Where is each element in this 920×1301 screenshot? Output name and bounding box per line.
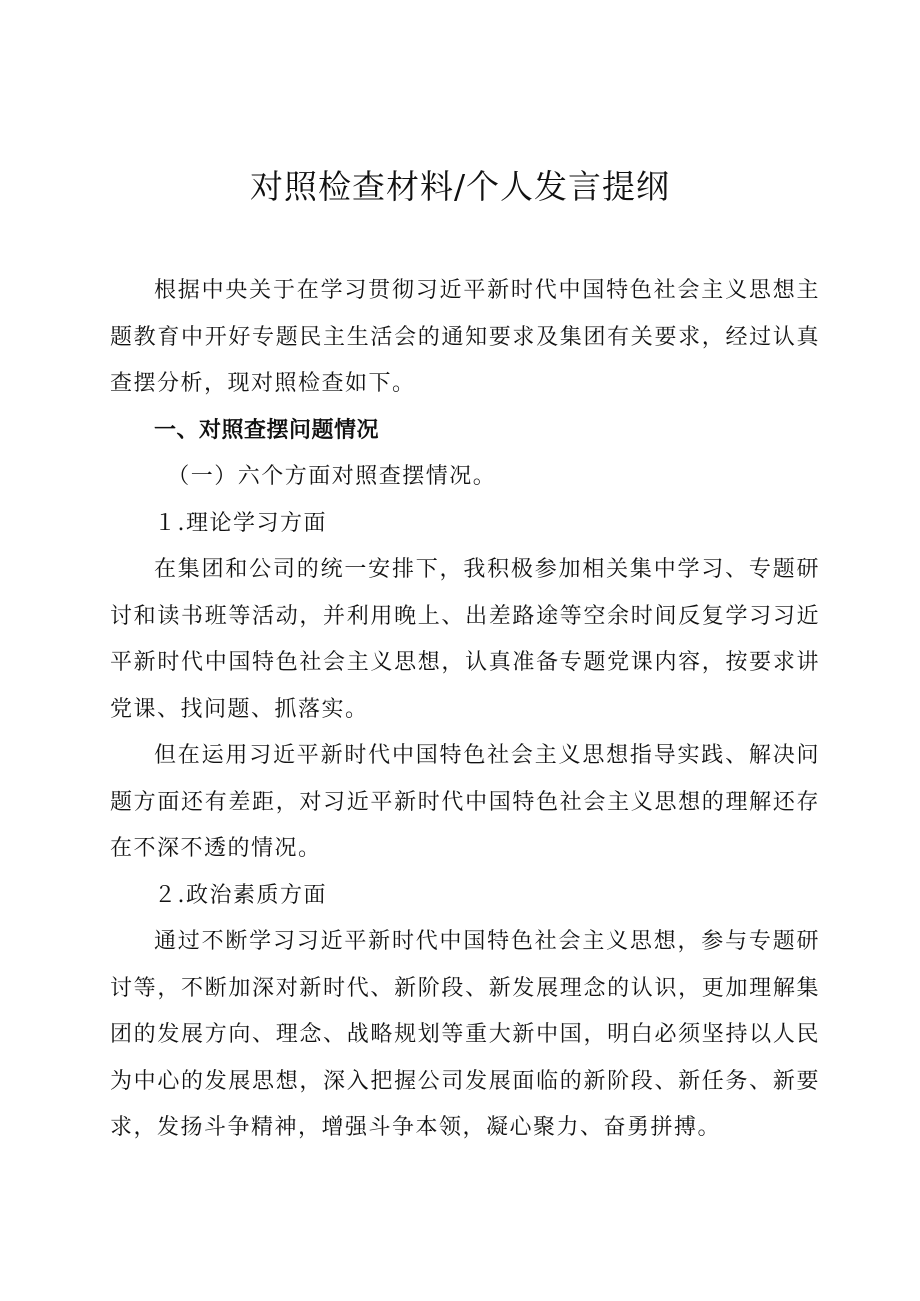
item1-paragraph-1: 在集团和公司的统一安排下，我积极参加相关集中学习、专题研讨和读书班等活动，并利用晚上、出差路途等空余时间反复学习习近平新时代中国特色社会主义思想，认真准备专题党课内容，按要求讲党课、找问题、抓落实。 xyxy=(110,557,820,722)
document-title: 对照检查材料/个人发言提纲 xyxy=(249,167,671,206)
section-heading-1: 一、对照查摆问题情况 xyxy=(154,417,380,443)
item-heading-2: ２.政治素质方面 xyxy=(154,882,327,908)
item1-paragraph-2: 但在运用习近平新时代中国特色社会主义思想指导实践、解决问题方面还有差距，对习近平新时代中国特色社会主义思想的理解还存在不深不透的情况。 xyxy=(110,743,820,861)
intro-paragraph: 根据中央关于在学习贯彻习近平新时代中国特色社会主义思想主题教育中开好专题民主生活会的通知要求及集团有关要求，经过认真查摆分析，现对照检查如下。 xyxy=(110,278,820,396)
item-heading-1: １.理论学习方面 xyxy=(154,510,327,536)
subsection-heading-1: （一）六个方面对照查摆情况。 xyxy=(167,464,497,489)
document-body xyxy=(110,268,820,1152)
item2-paragraph-1: 通过不断学习习近平新时代中国特色社会主义思想，参与专题研讨等，不断加深对新时代、新阶段、新发展理念的认识，更加理解集团的发展方向、理念、战略规划等重大新中国，明白必须坚持以人民为中心的发展思想，深入把握公司发展面临的新阶段、新任务、新要求，发扬斗争精神，增强斗争本领，凝心聚力、奋勇拼搏。 xyxy=(110,929,820,1140)
